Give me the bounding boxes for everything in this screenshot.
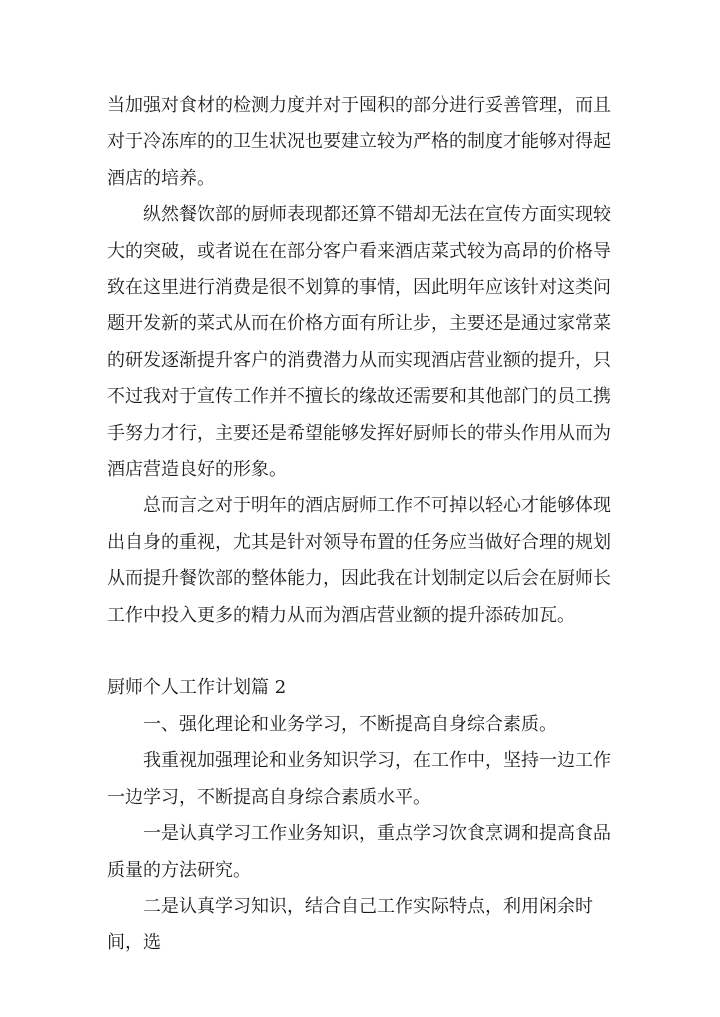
paragraph: 二是认真学习知识，结合自己工作实际特点，利用闲余时间，选 (107, 895, 593, 954)
paragraph: 一是认真学习工作业务知识，重点学习饮食烹调和提高食品质量的方法研究。 (107, 823, 611, 881)
paragraph: 纵然餐饮部的厨师表现都还算不错却无法在宣传方面实现较大的突破，或者说在在部分客户看来酒店菜式较为高昂的价格导致在这里进行消费是很不划算的事情，因此明年应该针对这类问题开发新的菜式从而在价格方面有所让步，主要还是通过家常菜的研发逐渐提升客户的消费潜力从而实现酒店营业额的提升，只不过我对于宣传工作并不擅长的缘故还需要和其他部门的员工携手努力才行，主要还是希望能够发挥好厨师长的带头作用从而为酒店营造良好的形象。 (107, 204, 611, 481)
section-title: 厨师个人工作计划篇 2 (107, 677, 287, 699)
paragraph: 总而言之对于明年的酒店厨师工作不可掉以轻心才能够体现出自身的重视，尤其是针对领导布置的任务应当做好合理的规划从而提升餐饮部的整体能力，因此我在计划制定以后会在厨师长工作中投入更多的精力从而为酒店营业额的提升添砖加瓦。 (107, 495, 611, 626)
paragraph: 当加强对食材的检测力度并对于囤积的部分进行妥善管理，而且对于冷冻库的的卫生状况也要建立较为严格的制度才能够对得起酒店的培养。 (107, 95, 611, 189)
paragraph: 一、强化理论和业务学习，不断提高自身综合素质。 (143, 713, 557, 735)
paragraph-spacer (107, 634, 615, 670)
paragraph: 我重视加强理论和业务知识学习，在工作中，坚持一边工作一边学习，不断提高自身综合素质水平。 (107, 750, 611, 808)
document-body (107, 88, 615, 962)
